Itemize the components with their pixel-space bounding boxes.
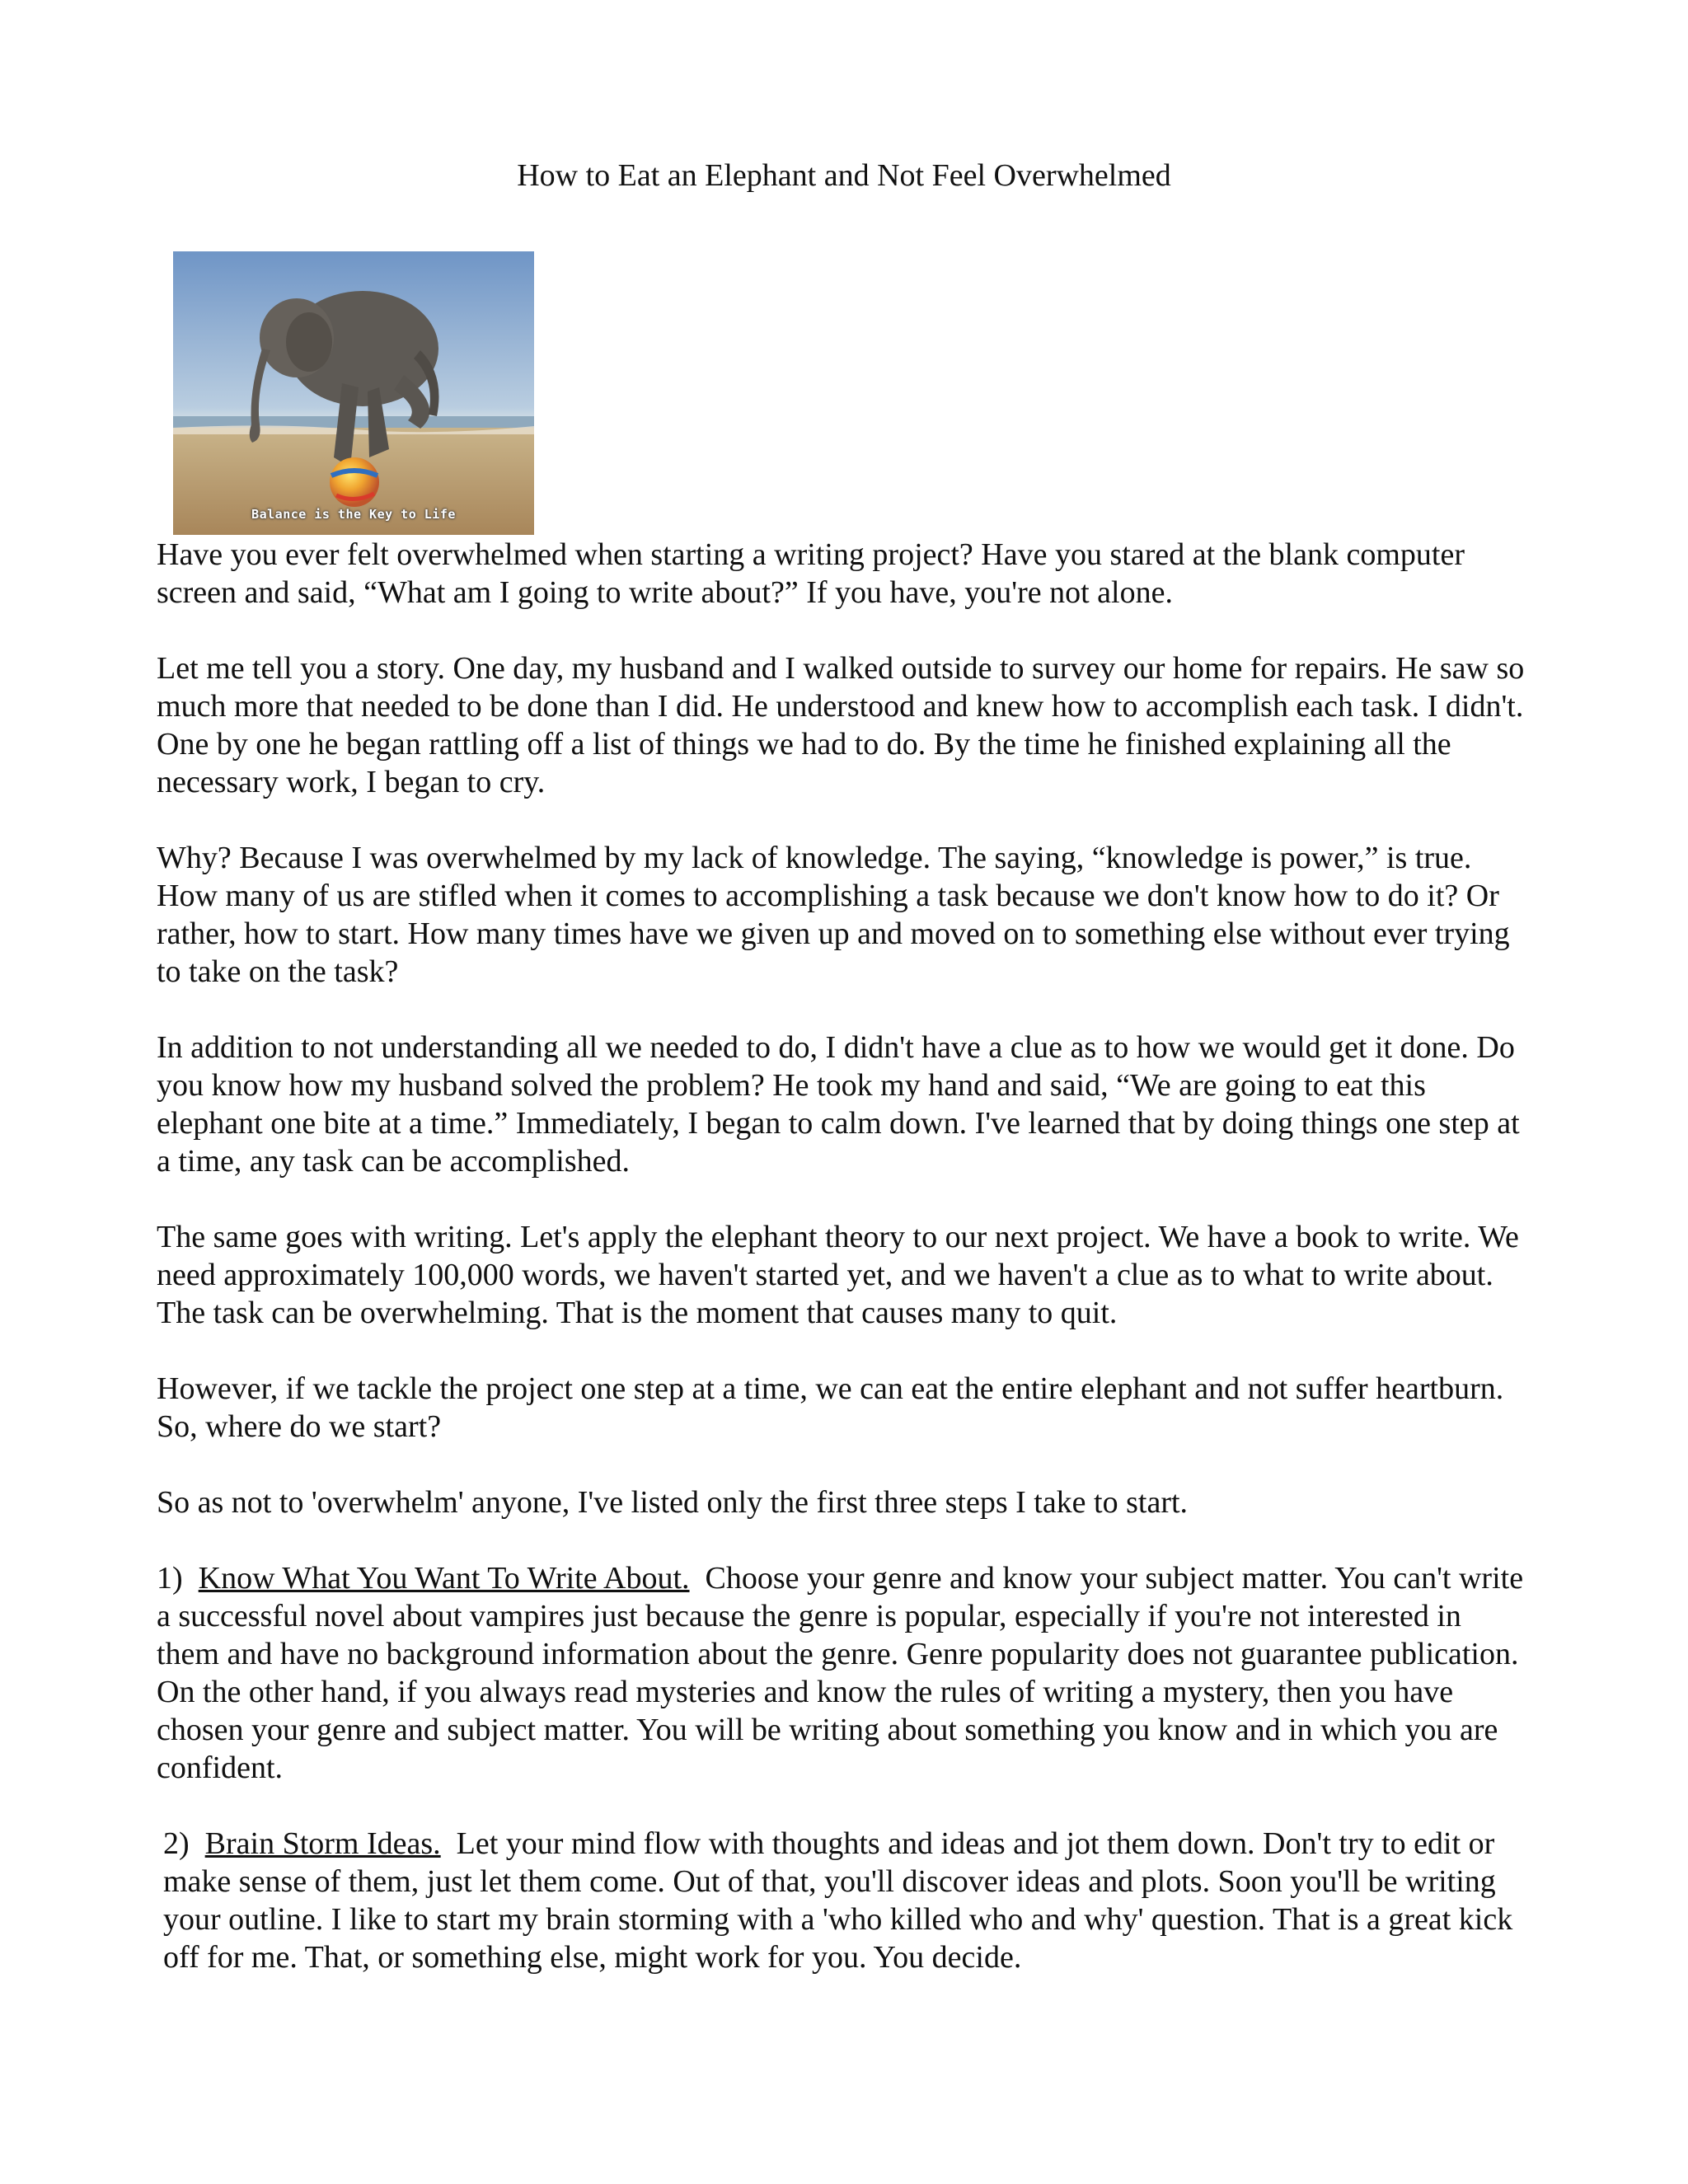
paragraph: The same goes with writing. Let's apply the elephant theory to our next project. We have a book to write. We need approximately 100,000 words, we haven't started yet, and we haven't a clue as to what to write about. The task can be overwhelming. That is the moment that causes many to quit. <box>157 1220 1519 1330</box>
step-item <box>163 1825 1531 1976</box>
elephant-photo <box>173 251 534 535</box>
step-heading: Know What You Want To Write About. <box>198 1561 690 1596</box>
step-text: Let your mind flow with thoughts and ideas and jot them down. Don't try to edit or make sense of them, just let them come. Out of that, you'll discover ideas and plots. Soon you'll be writing your outline. I like to start my brain storming with a 'who killed who and why' question. That is a great kick off for me. That, or something else, might work for you. You decide. <box>163 1826 1513 1975</box>
article-body <box>157 536 1531 2014</box>
photo-caption: Balance is the Key to Life <box>251 507 456 522</box>
step-heading: Brain Storm Ideas. <box>204 1826 441 1861</box>
step-number: 1) <box>157 1561 183 1596</box>
paragraph: So as not to 'overwhelm' anyone, I've listed only the first three steps I take to start. <box>157 1485 1189 1520</box>
step-text: Choose your genre and know your subject matter. You can't write a successful novel about vampires just because the genre is popular, especially if you're not interested in them and have no background information about the genre. Genre popularity does not guarantee publication. On the other hand, if you always read mysteries and know the rules of writing a mystery, then you have chosen your genre and subject matter. You will be writing about something you know and in which you are confident. <box>157 1561 1524 1785</box>
step-item <box>157 1559 1531 1787</box>
paragraph: Let me tell you a story. One day, my husband and I walked outside to survey our home for repairs. He saw so much more that needed to be done than I did. He understood and knew how to accomplish each task. I didn't. One by one he began rattling off a list of things we had to do. By the time he finished explaining all the necessary work, I began to cry. <box>157 651 1525 799</box>
elephant-balancing-on-ball-icon <box>173 251 534 535</box>
paragraph: In addition to not understanding all we needed to do, I didn't have a clue as to how we would get it done. Do you know how my husband solved the problem? He took my hand and said, “We are going to eat this elephant one bite at a time.” Immediately, I began to calm down. I've learned that by doing things one step at a time, any task can be accomplished. <box>157 1030 1520 1179</box>
paragraph: Have you ever felt overwhelmed when starting a writing project? Have you stared at the blank computer screen and said, “What am I going to write about?” If you have, you're not alone. <box>157 537 1465 610</box>
step-number: 2) <box>163 1826 190 1861</box>
paragraph: However, if we tackle the project one step at a time, we can eat the entire elephant and not suffer heartburn. So, where do we start? <box>157 1371 1504 1444</box>
document-title: How to Eat an Elephant and Not Feel Overwhelmed <box>517 158 1171 193</box>
paragraph: Why? Because I was overwhelmed by my lack of knowledge. The saying, “knowledge is power,” is true. How many of us are stifled when it comes to accomplishing a task because we don't know how to do it? Or rather, how to start. How many times have we given up and moved on to something else without ever trying to take on the task? <box>157 841 1510 989</box>
